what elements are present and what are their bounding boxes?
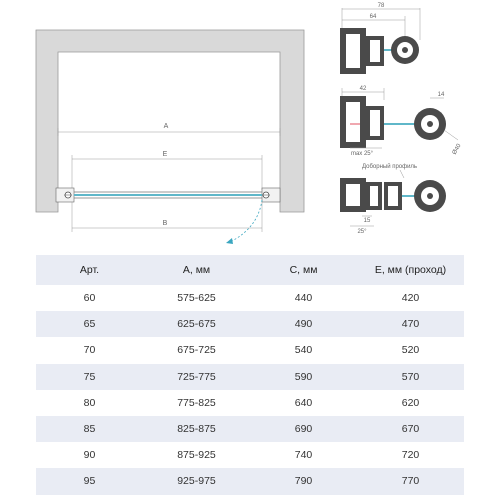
col-header-a: A, мм: [182, 264, 211, 276]
addon-profile-label: Доборный профиль: [362, 164, 418, 170]
table-row: [36, 468, 464, 494]
table-row: [36, 337, 464, 363]
cell-art: 65: [83, 318, 96, 331]
dimension-e: [72, 151, 262, 190]
cell-art: 80: [83, 396, 96, 409]
cell-a: 575-625: [177, 292, 216, 305]
dim-78-label: 78: [377, 3, 385, 9]
table-row: [36, 311, 464, 337]
dim-15-label: 15: [363, 218, 371, 224]
cell-art: 75: [83, 370, 96, 383]
cell-c: 440: [294, 292, 313, 305]
cell-a: 775-825: [177, 396, 216, 409]
dim-42-label: 42: [359, 86, 367, 92]
opening-arc: [230, 200, 262, 242]
table-row: [36, 416, 464, 442]
table-row: [36, 285, 464, 311]
arc-arrow-icon: [226, 238, 233, 244]
profile-detail-2: [340, 86, 463, 157]
dim-14-label: 14: [437, 92, 445, 98]
cell-art: 95: [83, 475, 96, 488]
sliding-door: [56, 188, 280, 202]
cell-art: 70: [83, 344, 96, 357]
dimension-a: [58, 123, 280, 136]
cell-e: 520: [401, 344, 420, 357]
cell-a: 925-975: [177, 475, 216, 488]
cell-a: 875-925: [177, 449, 216, 462]
cell-e: 770: [401, 475, 420, 488]
cell-e: 470: [401, 318, 420, 331]
cell-c: 740: [294, 449, 313, 462]
cell-c: 640: [294, 396, 313, 409]
cell-e: 420: [401, 292, 420, 305]
profile-detail-1: [340, 3, 420, 74]
dim-b-label: B: [162, 220, 168, 227]
col-header-art: Арт.: [79, 264, 100, 276]
size-table: [36, 255, 464, 495]
cell-art: 60: [83, 292, 96, 305]
table-row: [36, 390, 464, 416]
cell-art: 85: [83, 423, 96, 436]
dim-max25-label: max 25°: [350, 151, 374, 157]
table-header-row: [36, 255, 464, 285]
dim-phi40-label: Ø40: [451, 143, 463, 156]
cell-e: 720: [401, 449, 420, 462]
cell-e: 620: [401, 396, 420, 409]
dimension-b: [72, 202, 262, 232]
cell-e: 670: [401, 423, 420, 436]
cell-c: 540: [294, 344, 313, 357]
dim-a-label: A: [163, 123, 169, 130]
cell-a: 625-675: [177, 318, 216, 331]
plan-view: [36, 30, 304, 244]
dim-e-label: E: [162, 151, 168, 158]
cell-c: 790: [294, 475, 313, 488]
table-row: [36, 442, 464, 468]
cell-a: 725-775: [177, 370, 216, 383]
dim-25-label: 25°: [357, 229, 367, 235]
cell-c: 690: [294, 423, 313, 436]
col-header-c: C, мм: [289, 264, 318, 276]
cell-a: 825-875: [177, 423, 216, 436]
cell-c: 490: [294, 318, 313, 331]
dim-64-label: 64: [369, 14, 377, 20]
col-header-e: E, мм (проход): [374, 264, 447, 276]
table-row: [36, 364, 464, 390]
cell-art: 90: [83, 449, 96, 462]
wall-niche: [36, 30, 304, 212]
cell-c: 590: [294, 370, 313, 383]
cell-e: 570: [401, 370, 420, 383]
cell-a: 675-725: [177, 344, 216, 357]
profile-detail-3: [340, 163, 446, 235]
